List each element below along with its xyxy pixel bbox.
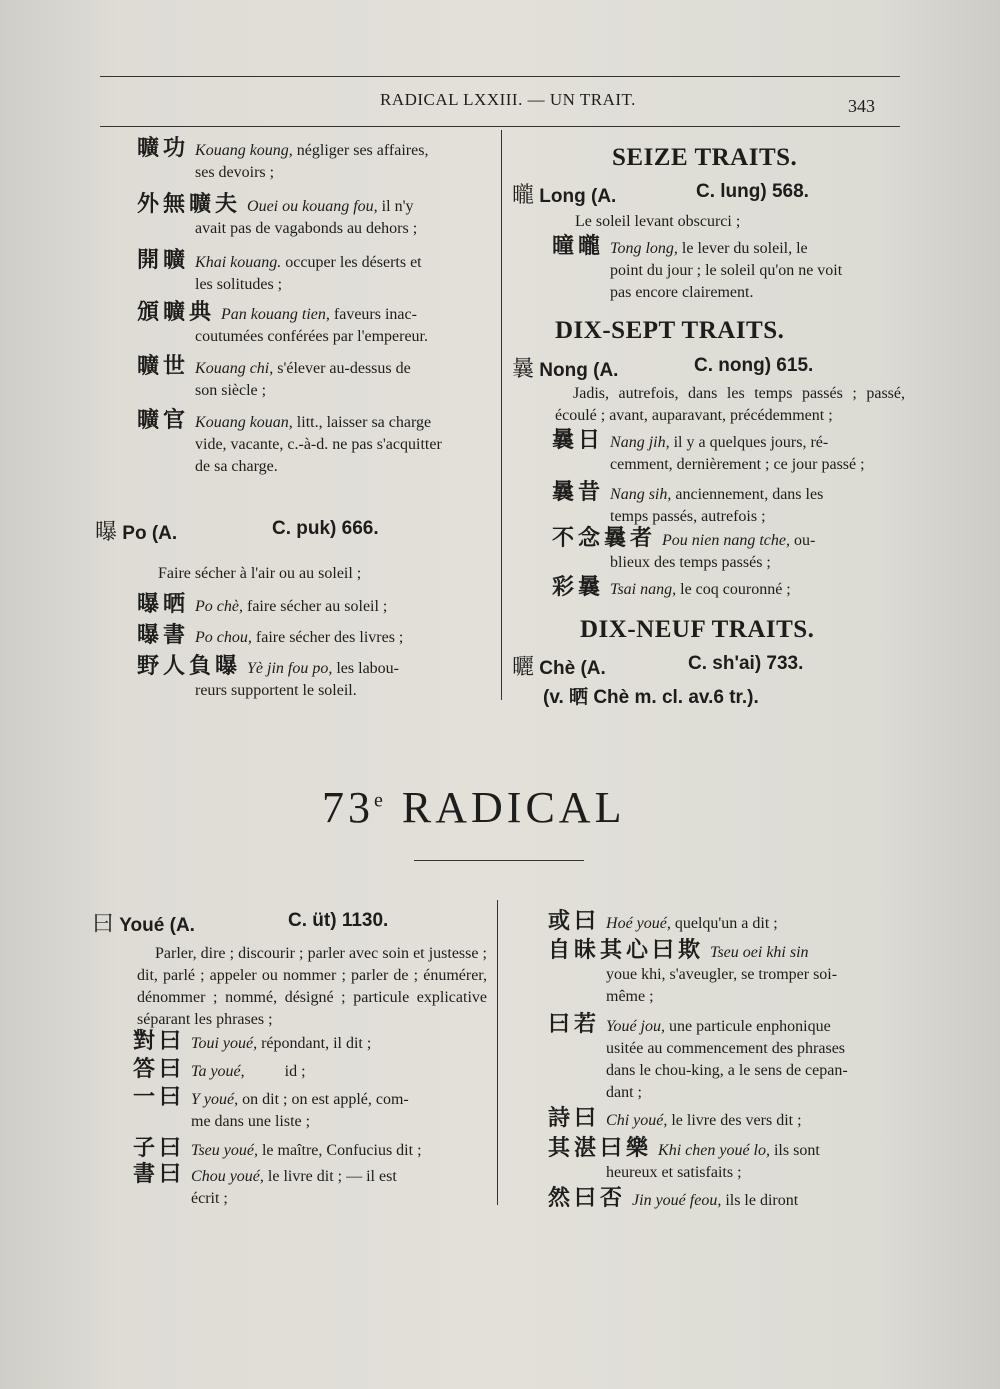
romanization: Tseu oei khi sin [710,944,809,961]
entry [133,1031,371,1055]
chinese-term: 曩昔 [552,480,605,505]
definition-cont: heureux et satisfaits ; [606,1164,742,1181]
definition: négliger ses affaires, [292,142,429,159]
radical-heading [322,782,625,833]
header-top-rule [100,76,900,77]
section-title: DIX-NEUF TRAITS. [580,616,815,643]
romanization: Tong long, [610,240,678,257]
radical-underline [414,860,584,861]
chinese-term: 然曰否 [548,1186,627,1211]
headword-character: 曩 [512,357,535,382]
definition: une particule enphonique [665,1018,831,1035]
definition-cont: usitée au commencement des phrases [606,1040,846,1057]
headword-character: 曝 [95,520,118,545]
romanization: Toui youé, [191,1035,258,1052]
entry [137,138,489,184]
romanization: Kouang koung, [195,142,293,159]
entry [137,594,387,618]
romanization: Hoé youé, [606,915,671,932]
romanization: Jin youé feou, [632,1192,722,1209]
entry [137,194,489,240]
definition-cont: les solitudes ; [195,276,283,293]
definition-cont: coutumées conférées par l'empereur. [195,328,428,345]
chinese-term: 開曠 [137,248,190,273]
entry [133,1087,485,1133]
definition: le coq couronné ; [676,581,791,598]
chinese-term: 詩曰 [548,1106,601,1131]
romanization: Ouei ou kouang fou, [247,198,378,215]
romanization: Chou youé, [191,1168,264,1185]
chinese-term: 曝書 [137,623,190,648]
entry [552,577,791,601]
definition: anciennement, dans les [671,486,824,503]
chinese-term: 外無曠夫 [137,192,242,217]
entry [552,482,904,528]
lower-column-divider [497,900,498,1205]
headword-definition: Le soleil levant obscurci ; [575,213,741,230]
definition-cont: temps passés, autrefois ; [610,508,766,525]
definition-cont: ses devoirs ; [195,164,275,181]
chinese-term: 子曰 [133,1136,186,1161]
entry [548,1188,798,1212]
romanization: Pan kouang tien, [221,306,330,323]
chinese-term: 書曰 [133,1162,186,1187]
headword-definition: Parler, dire ; discourir ; parler avec soin et justesse ; dit, parlé ; appeler ou nommer ; parler de ; énumérer, dénommer ; nommé, désigné ; particule explicative séparant les phrases ; [137,945,487,1028]
romanization: Chi youé, [606,1112,668,1129]
entry [548,1014,900,1104]
headword-po [95,515,177,546]
headword-reading: Chè (A. [539,658,606,679]
chinese-term: 曈曨 [552,234,605,259]
chinese-term: 自昧其心曰欺 [548,938,705,963]
romanization: Y youé, [191,1091,239,1108]
definition-cont: youe khi, s'aveugler, se tromper soi- [606,966,838,983]
radical-word: RADICAL [401,783,626,832]
section-title: DIX-SEPT TRAITS. [555,317,785,344]
chinese-term: 曠世 [137,354,190,379]
entry [137,250,489,296]
definition-cont: cemment, dernièrement ; ce jour passé ; [610,456,865,473]
entry [137,302,489,348]
definition: ils sont [769,1142,820,1159]
romanization: Khi chen youé lo, [658,1142,770,1159]
definition-cont: avait pas de vagabonds au dehors ; [195,220,418,237]
chinese-term: 其湛曰樂 [548,1136,653,1161]
headword-definition: Faire sécher à l'air ou au soleil ; [158,565,362,582]
romanization: Tsai nang, [610,581,677,598]
page-number: 343 [848,96,875,116]
headword-reading: Po (A. [122,523,178,544]
definition: ou- [789,532,816,549]
chinese-term: 或曰 [548,909,601,934]
romanization: Khai kouang. [195,254,282,271]
romanization: Yè jin fou po, [247,660,333,677]
definition: quelqu'un a dit ; [670,915,778,932]
definition: le livre des vers dit ; [667,1112,802,1129]
entry [548,1108,802,1132]
section-title: SEIZE TRAITS. [612,144,798,171]
chinese-term: 一曰 [133,1085,186,1110]
definition: les labou- [332,660,400,677]
definition: ils le diront [721,1192,799,1209]
entry [133,1164,485,1210]
headword-che [512,650,606,681]
definition-cont: vide, vacante, c.-à-d. ne pas s'acquitter [195,436,442,453]
entry [552,430,904,476]
entry [548,1138,900,1184]
entry [548,940,900,1008]
radical-ordinal-suffix: e [374,789,387,812]
definition: litt., laisser sa charge [292,414,432,431]
chinese-term: 彩曩 [552,575,605,600]
cantonese-reading: C. puk) 666. [272,518,379,539]
headword-character: 曬 [512,655,535,680]
cantonese-reading: C. lung) 568. [696,181,809,202]
running-head: RADICAL LXXIII. — UN TRAIT. [380,90,636,109]
definition-cont: reurs supportent le soleil. [195,682,357,699]
definition-cont: me dans une liste ; [191,1113,311,1130]
headword-nong [512,352,618,383]
romanization: Kouang kouan, [195,414,293,431]
cross-reference: (v. 晒 Chè m. cl. av.6 tr.). [543,687,759,708]
chinese-term: 野人負曝 [137,654,242,679]
definition: id ; [244,1063,306,1080]
romanization: Nang sih, [610,486,672,503]
entry [137,410,489,478]
upper-column-divider [501,130,502,700]
definition: le maître, Confucius dit ; [257,1142,422,1159]
definition-cont: pas encore clairement. [610,284,754,301]
headword-definition: Jadis, autrefois, dans les temps passés ; passé, écoulé ; avant, auparavant, précédemment ; [555,385,905,424]
header-bottom-rule [100,126,900,127]
romanization: Youé jou, [606,1018,665,1035]
definition-cont: dans le chou-king, a le sens de cepan- [606,1062,848,1079]
cantonese-reading: C. nong) 615. [694,355,814,376]
chinese-term: 不念曩者 [552,526,657,551]
entry [137,656,489,702]
definition-cont: même ; [606,988,654,1005]
definition: faveurs inac- [329,306,417,323]
cantonese-reading: C. üt) 1130. [288,910,389,931]
romanization: Kouang chi, [195,360,274,377]
romanization: Po chou, [195,629,252,646]
headword-youe [92,907,195,938]
definition: répondant, il dit ; [257,1035,372,1052]
chinese-term: 曠官 [137,408,190,433]
headword-reading: Nong (A. [539,360,619,381]
definition-cont: son siècle ; [195,382,267,399]
entry [137,356,489,402]
headword-reading: Youé (A. [119,915,195,936]
cantonese-reading: C. sh'ai) 733. [688,653,804,674]
radical-number: 73 [322,783,374,832]
chinese-term: 曠功 [137,136,190,161]
definition: occuper les déserts et [281,254,422,271]
definition-cont: blieux des temps passés ; [610,554,771,571]
chinese-term: 頒曠典 [137,300,216,325]
chinese-term: 對曰 [133,1029,186,1054]
romanization: Pou nien nang tche, [662,532,790,549]
headword-character: 曰 [92,912,115,937]
entry [133,1138,422,1162]
romanization: Tseu youé, [191,1142,258,1159]
definition-cont: point du jour ; le soleil qu'on ne voit [610,262,843,279]
definition-cont: dant ; [606,1084,642,1101]
definition-cont: de sa charge. [195,458,278,475]
chinese-term: 曩日 [552,428,605,453]
romanization: Ta youé, [191,1063,245,1080]
definition: on dit ; on est applé, com- [238,1091,409,1108]
definition: faire sécher au soleil ; [243,598,388,615]
definition: le livre dit ; — il est [263,1168,397,1185]
entry [552,236,904,304]
definition: faire sécher des livres ; [251,629,404,646]
definition: il y a quelques jours, ré- [669,434,829,451]
entry [548,911,778,935]
entry [133,1059,306,1083]
headword-reading: Long (A. [539,186,617,207]
romanization: Po chè, [195,598,243,615]
headword-character: 曨 [512,183,535,208]
chinese-term: 曰若 [548,1012,601,1037]
entry [137,625,403,649]
definition: il n'y [377,198,414,215]
chinese-term: 曝晒 [137,592,190,617]
chinese-term: 答曰 [133,1057,186,1082]
definition: le lever du soleil, le [677,240,808,257]
definition-cont: écrit ; [191,1190,228,1207]
entry [552,528,904,574]
headword-long [512,178,616,209]
romanization: Nang jih, [610,434,670,451]
definition: s'élever au-dessus de [273,360,411,377]
